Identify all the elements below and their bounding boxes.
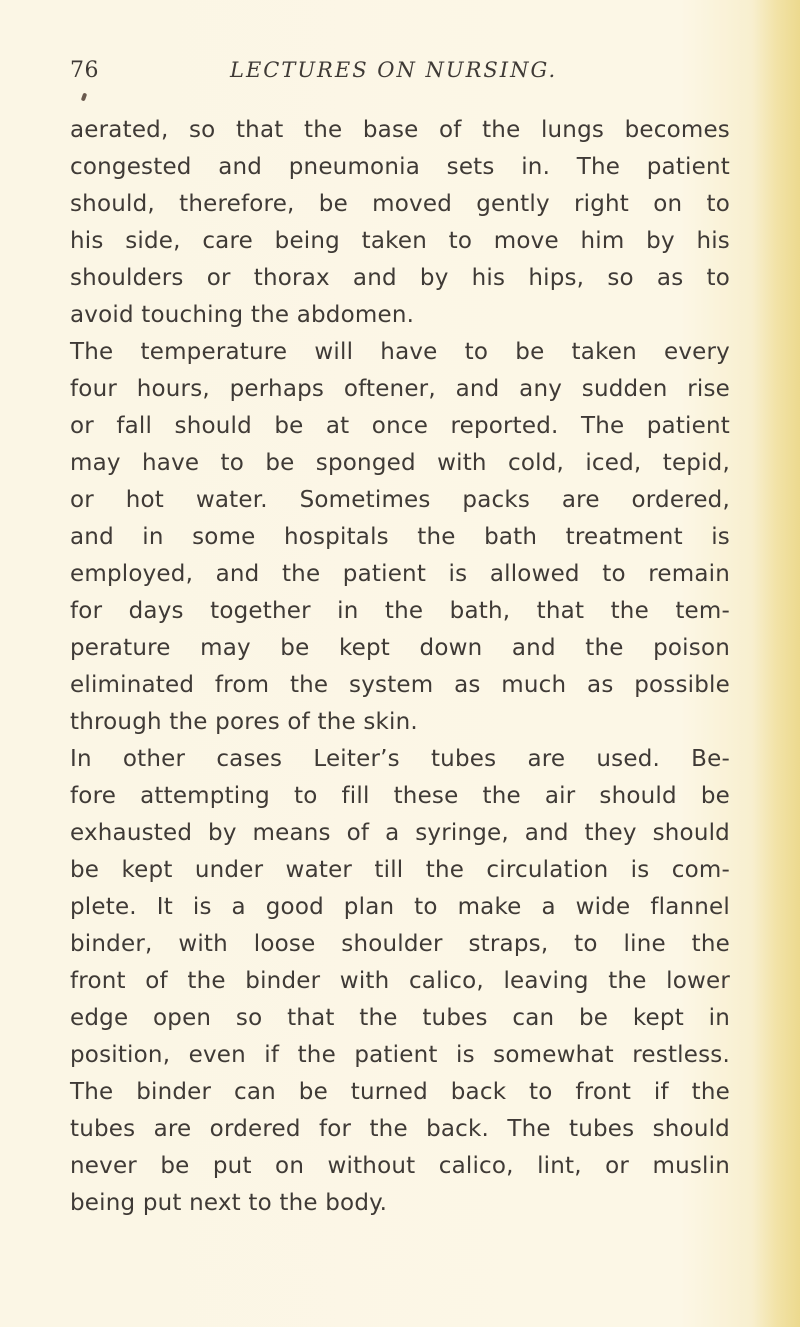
text-line: exhausted by means of a syringe, and they should bbox=[70, 820, 730, 846]
page-number: 76 bbox=[70, 58, 99, 83]
text-line: for days together in the bath, that the tem- bbox=[70, 598, 730, 624]
text-line: may have to be sponged with cold, iced, tepid, bbox=[70, 450, 730, 476]
text-line: aerated, so that the base of the lungs becomes bbox=[70, 117, 730, 143]
running-head: LECTURES ON NURSING. bbox=[230, 58, 558, 82]
text-line: being put next to the body. bbox=[70, 1190, 388, 1216]
ink-speck bbox=[81, 93, 87, 102]
text-line: or fall should be at once reported. The patient bbox=[70, 413, 730, 439]
text-line: through the pores of the skin. bbox=[70, 709, 418, 735]
page-header bbox=[70, 58, 770, 92]
text-line: his side, care being taken to move him by his bbox=[70, 228, 730, 254]
text-line: congested and pneumonia sets in. The patient bbox=[70, 154, 730, 180]
text-line: perature may be kept down and the poison bbox=[70, 635, 730, 661]
text-line: be kept under water till the circulation is com- bbox=[70, 857, 730, 883]
text-line: should, therefore, be moved gently right on to bbox=[70, 191, 730, 217]
text-line: plete. It is a good plan to make a wide flannel bbox=[70, 894, 730, 920]
text-line: edge open so that the tubes can be kept in bbox=[70, 1005, 730, 1031]
text-line: never be put on without calico, lint, or muslin bbox=[70, 1153, 730, 1179]
text-line: tubes are ordered for the back. The tubes should bbox=[70, 1116, 730, 1142]
text-line: fore attempting to fill these the air should be bbox=[70, 783, 730, 809]
text-line: The binder can be turned back to front if the bbox=[70, 1079, 730, 1105]
text-line: and in some hospitals the bath treatment is bbox=[70, 524, 730, 550]
text-line: four hours, perhaps oftener, and any sudden rise bbox=[70, 376, 730, 402]
text-line: or hot water. Sometimes packs are ordered, bbox=[70, 487, 730, 513]
text-line: front of the binder with calico, leaving the lower bbox=[70, 968, 730, 994]
text-line: binder, with loose shoulder straps, to line the bbox=[70, 931, 730, 957]
text-line: eliminated from the system as much as possible bbox=[70, 672, 730, 698]
text-line: avoid touching the abdomen. bbox=[70, 302, 415, 328]
text-line: In other cases Leiter’s tubes are used. Be- bbox=[70, 746, 730, 772]
text-line: employed, and the patient is allowed to remain bbox=[70, 561, 730, 587]
text-line: The temperature will have to be taken every bbox=[70, 339, 730, 365]
body-text bbox=[70, 112, 730, 1222]
text-line: position, even if the patient is somewhat restless. bbox=[70, 1042, 730, 1068]
text-line: shoulders or thorax and by his hips, so as to bbox=[70, 265, 730, 291]
